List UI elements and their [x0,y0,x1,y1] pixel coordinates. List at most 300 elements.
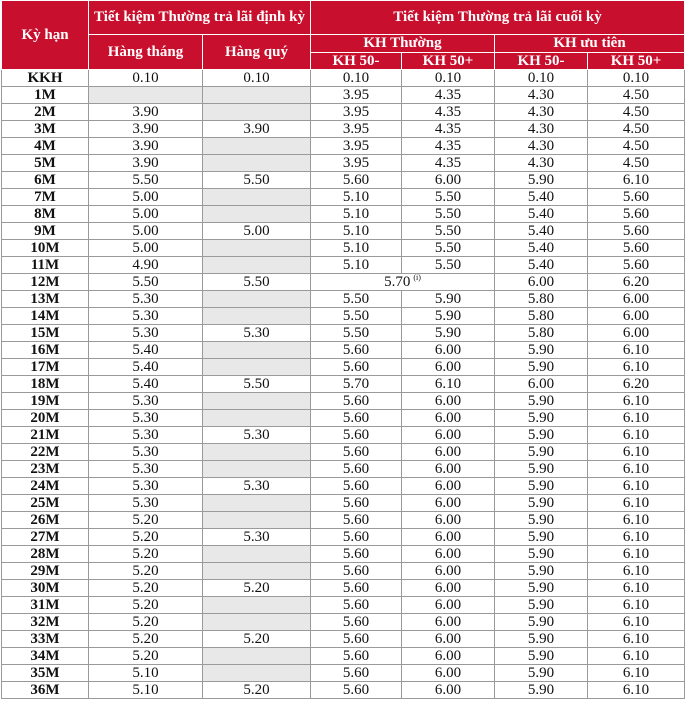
rate-cell-quarterly: 5.20 [203,682,311,699]
rate-cell-priority-under50: 5.90 [495,478,588,495]
rate-cell-priority-over50: 4.50 [588,121,685,138]
rate-cell-regular-over50: 6.00 [402,495,495,512]
table-row [2,325,685,342]
table-row [2,359,685,376]
rate-cell-regular-over50: 5.90 [402,325,495,342]
term-cell: 21M [2,427,89,444]
table-row [2,597,685,614]
rate-cell-regular-under50: 3.95 [311,138,402,155]
rate-cell-quarterly: 5.00 [203,223,311,240]
rate-cell-priority-under50: 5.90 [495,665,588,682]
rate-cell-regular-over50: 6.00 [402,563,495,580]
rate-cell-priority-under50: 5.90 [495,427,588,444]
rate-cell-regular-under50: 5.60 [311,563,402,580]
rate-cell-priority-under50: 0.10 [495,70,588,87]
rate-cell-priority-under50: 5.90 [495,444,588,461]
term-cell: 28M [2,546,89,563]
rate-cell-quarterly [203,138,311,155]
rate-cell-regular-under50: 5.50 [311,308,402,325]
rate-cell-priority-under50: 5.90 [495,563,588,580]
rate-cell-quarterly [203,206,311,223]
rate-cell-priority-over50: 6.00 [588,308,685,325]
rate-cell-quarterly [203,563,311,580]
rate-cell-regular-under50: 5.60 [311,427,402,444]
rate-cell-monthly: 5.30 [89,308,203,325]
rate-cell-quarterly [203,189,311,206]
rate-cell-quarterly: 0.10 [203,70,311,87]
rate-cell-priority-under50: 6.00 [495,376,588,393]
rate-cell-quarterly [203,546,311,563]
rate-cell-priority-over50: 6.10 [588,495,685,512]
rate-cell-priority-over50: 6.10 [588,546,685,563]
rate-cell-regular-under50: 3.95 [311,87,402,104]
header-regular-customer: KH Thường [311,35,495,53]
table-row [2,631,685,648]
rate-cell-priority-over50: 6.10 [588,529,685,546]
rate-cell-priority-under50: 6.00 [495,274,588,291]
rate-cell-quarterly [203,512,311,529]
rate-cell-quarterly [203,104,311,121]
rate-cell-priority-over50: 5.60 [588,189,685,206]
rate-cell-monthly: 5.30 [89,495,203,512]
header-priority-customer: KH ưu tiên [495,35,685,53]
table-row [2,478,685,495]
rate-cell-priority-under50: 5.80 [495,308,588,325]
rate-cell-regular-over50: 6.00 [402,614,495,631]
rate-cell-priority-under50: 5.90 [495,495,588,512]
rate-cell-priority-over50: 4.50 [588,155,685,172]
rate-cell-priority-over50: 6.10 [588,665,685,682]
rate-cell-regular-over50: 4.35 [402,138,495,155]
table-row [2,155,685,172]
rate-cell-regular-over50: 6.00 [402,427,495,444]
rate-cell-quarterly: 5.20 [203,631,311,648]
rate-cell-priority-under50: 5.80 [495,291,588,308]
table-row [2,172,685,189]
rate-cell-quarterly: 5.50 [203,172,311,189]
table-row [2,376,685,393]
rate-cell-regular-over50: 6.00 [402,648,495,665]
rate-cell-priority-under50: 5.90 [495,597,588,614]
rate-cell-regular-under50: 5.60 [311,444,402,461]
term-cell: 12M [2,274,89,291]
rate-cell-priority-under50: 5.90 [495,614,588,631]
rate-cell-priority-over50: 6.10 [588,597,685,614]
term-cell: 1M [2,87,89,104]
rate-cell-regular-under50: 5.10 [311,257,402,274]
term-cell: 8M [2,206,89,223]
rate-cell-regular-over50: 6.00 [402,461,495,478]
rate-cell-monthly: 5.20 [89,580,203,597]
rate-cell-regular-under50: 5.60 [311,648,402,665]
rate-cell-regular-under50: 5.60 [311,478,402,495]
rate-cell-regular-over50: 6.00 [402,410,495,427]
term-cell: 29M [2,563,89,580]
rate-cell-monthly: 5.20 [89,597,203,614]
term-cell: 14M [2,308,89,325]
rate-cell-priority-over50: 6.00 [588,291,685,308]
rate-cell-regular-under50: 5.60 [311,410,402,427]
rate-cell-quarterly [203,393,311,410]
rate-cell-quarterly [203,665,311,682]
rate-cell-regular-under50: 5.60 [311,597,402,614]
rate-cell-priority-under50: 5.40 [495,257,588,274]
rate-cell-regular-under50: 3.95 [311,121,402,138]
rate-cell-monthly: 5.30 [89,444,203,461]
rate-cell-priority-under50: 5.90 [495,631,588,648]
rate-cell-quarterly [203,461,311,478]
rate-cell-regular-over50: 4.35 [402,121,495,138]
rate-cell-regular-under50: 5.60 [311,393,402,410]
rate-cell-priority-over50: 6.10 [588,648,685,665]
rate-cell-quarterly [203,87,311,104]
rate-cell-monthly: 5.20 [89,631,203,648]
term-cell: 24M [2,478,89,495]
rate-cell-priority-over50: 4.50 [588,104,685,121]
table-row [2,274,685,291]
rate-cell-monthly: 5.00 [89,189,203,206]
rate-cell-monthly: 5.00 [89,206,203,223]
rate-cell-priority-under50: 5.90 [495,529,588,546]
table-row [2,291,685,308]
rate-cell-priority-over50: 6.10 [588,393,685,410]
table-row [2,70,685,87]
rate-cell-regular-over50: 6.00 [402,172,495,189]
rate-cell-regular-over50: 6.00 [402,342,495,359]
rate-cell-monthly: 5.30 [89,393,203,410]
table-row [2,580,685,597]
term-cell: 20M [2,410,89,427]
rate-cell-priority-over50: 6.10 [588,682,685,699]
header-regular-under50: KH 50- [311,53,402,70]
rate-cell-regular-over50: 6.00 [402,478,495,495]
rate-cell-priority-under50: 5.90 [495,172,588,189]
rate-cell-priority-under50: 4.30 [495,155,588,172]
rate-cell-priority-under50: 5.40 [495,223,588,240]
rate-cell-quarterly [203,410,311,427]
rate-cell-quarterly [203,342,311,359]
rate-cell-regular-over50: 5.50 [402,240,495,257]
rate-cell-priority-over50: 6.10 [588,342,685,359]
rate-cell-regular-under50: 5.60 [311,682,402,699]
rate-cell-regular-under50: 3.95 [311,104,402,121]
rate-cell-monthly: 5.30 [89,461,203,478]
table-row [2,87,685,104]
term-cell: KKH [2,70,89,87]
rate-cell-regular-over50: 6.00 [402,444,495,461]
term-cell: 10M [2,240,89,257]
rate-cell-monthly: 0.10 [89,70,203,87]
rate-cell-priority-over50: 6.10 [588,359,685,376]
rate-cell-priority-under50: 5.40 [495,206,588,223]
rate-cell-quarterly [203,308,311,325]
rate-cell-quarterly [203,359,311,376]
rate-cell-monthly: 5.40 [89,376,203,393]
rate-cell-regular-under50: 5.60 [311,665,402,682]
table-row [2,206,685,223]
table-row [2,223,685,240]
table-row [2,682,685,699]
table-row [2,257,685,274]
term-cell: 4M [2,138,89,155]
term-cell: 35M [2,665,89,682]
rate-cell-regular-over50: 5.50 [402,257,495,274]
rate-cell-monthly: 5.20 [89,529,203,546]
term-cell: 34M [2,648,89,665]
rate-cell-regular-over50: 6.00 [402,631,495,648]
table-row [2,342,685,359]
rate-cell-regular-under50: 5.10 [311,240,402,257]
rate-cell-quarterly [203,597,311,614]
table-row [2,512,685,529]
rate-cell-regular-over50: 5.90 [402,291,495,308]
term-cell: 23M [2,461,89,478]
rate-cell-priority-over50: 6.10 [588,580,685,597]
rate-cell-monthly: 5.20 [89,614,203,631]
rate-cell-priority-over50: 6.10 [588,563,685,580]
table-row [2,240,685,257]
rate-cell-regular-over50: 6.00 [402,546,495,563]
rate-cell-monthly: 3.90 [89,104,203,121]
table-row [2,104,685,121]
rate-cell-priority-under50: 5.90 [495,342,588,359]
rate-cell-regular-over50: 5.50 [402,223,495,240]
rate-cell-monthly: 5.30 [89,478,203,495]
term-cell: 26M [2,512,89,529]
rate-cell-regular-under50: 5.60 [311,172,402,189]
table-row [2,529,685,546]
rate-cell-regular-over50: 4.35 [402,87,495,104]
rate-cell-regular-under50: 5.50 [311,325,402,342]
rate-cell-monthly: 5.10 [89,682,203,699]
rate-cell-priority-over50: 6.10 [588,427,685,444]
term-cell: 31M [2,597,89,614]
rate-cell-monthly: 3.90 [89,138,203,155]
rate-cell-regular-over50: 5.50 [402,189,495,206]
rate-cell-priority-under50: 5.90 [495,359,588,376]
rate-cell-quarterly [203,495,311,512]
rate-cell-quarterly: 5.30 [203,478,311,495]
rate-cell-regular-under50: 5.60 [311,580,402,597]
rate-cell-regular-under50: 3.95 [311,155,402,172]
rate-cell-regular-under50: 5.60 [311,529,402,546]
table-row [2,444,685,461]
rate-cell-regular-over50: 5.50 [402,206,495,223]
table-row [2,614,685,631]
rate-cell-regular-over50: 6.10 [402,376,495,393]
rate-cell-regular-over50: 6.00 [402,580,495,597]
term-cell: 18M [2,376,89,393]
rate-cell-monthly: 5.00 [89,223,203,240]
term-cell: 13M [2,291,89,308]
term-cell: 3M [2,121,89,138]
rate-cell-monthly: 5.30 [89,410,203,427]
table-row [2,546,685,563]
rate-cell-regular-over50: 6.00 [402,359,495,376]
rate-cell-regular-under50: 5.70 [311,376,402,393]
table-row [2,563,685,580]
rate-cell-monthly: 5.40 [89,359,203,376]
term-cell: 17M [2,359,89,376]
rate-cell-priority-under50: 5.40 [495,189,588,206]
rate-cell-monthly: 5.20 [89,563,203,580]
rate-cell-monthly: 5.10 [89,665,203,682]
rate-cell-priority-over50: 4.50 [588,138,685,155]
rate-cell-monthly: 5.20 [89,648,203,665]
rate-cell-regular-under50: 5.60 [311,461,402,478]
rate-cell-priority-over50: 6.10 [588,631,685,648]
term-cell: 16M [2,342,89,359]
rate-cell-priority-over50: 0.10 [588,70,685,87]
term-cell: 2M [2,104,89,121]
term-cell: 15M [2,325,89,342]
rate-cell-priority-over50: 5.60 [588,206,685,223]
rate-cell-priority-over50: 6.10 [588,461,685,478]
rate-cell-monthly: 5.00 [89,240,203,257]
rate-cell-regular-under50: 5.10 [311,189,402,206]
header-regular-over50: KH 50+ [402,53,495,70]
table-row [2,308,685,325]
merged-rate-value: 5.70 [384,274,411,290]
rate-cell-priority-over50: 6.10 [588,410,685,427]
rate-cell-priority-over50: 6.10 [588,512,685,529]
table-row [2,410,685,427]
rate-cell-regular-under50: 0.10 [311,70,402,87]
table-row [2,189,685,206]
rate-cell-monthly: 5.30 [89,427,203,444]
term-cell: 9M [2,223,89,240]
rate-cell-regular-under50: 5.60 [311,614,402,631]
rate-cell-quarterly: 5.50 [203,376,311,393]
header-priority-over50: KH 50+ [588,53,685,70]
term-cell: 5M [2,155,89,172]
rate-cell-priority-over50: 6.10 [588,478,685,495]
header-quarterly: Hàng quý [203,35,311,70]
term-cell: 33M [2,631,89,648]
term-cell: 19M [2,393,89,410]
rate-cell-regular-under50: 5.60 [311,495,402,512]
rate-cell-regular-over50: 6.00 [402,529,495,546]
rate-cell-regular-under50: 5.60 [311,631,402,648]
rate-cell-monthly: 5.20 [89,546,203,563]
rate-cell-regular-over50: 0.10 [402,70,495,87]
rate-cell-priority-over50: 5.60 [588,240,685,257]
rate-cell-priority-over50: 5.60 [588,223,685,240]
rate-cell-regular-over50: 5.90 [402,308,495,325]
header-end-of-term-interest: Tiết kiệm Thường trả lãi cuối kỳ [311,1,685,35]
rate-cell-priority-under50: 5.90 [495,393,588,410]
rate-cell-priority-under50: 4.30 [495,138,588,155]
header-term: Kỳ hạn [2,1,89,70]
rate-cell-priority-over50: 5.60 [588,257,685,274]
interest-rate-table [1,0,685,699]
rate-cell-priority-over50: 6.10 [588,614,685,631]
rate-cell-priority-under50: 5.40 [495,240,588,257]
rate-cell-regular-over50: 4.35 [402,104,495,121]
rate-cell-monthly: 5.30 [89,291,203,308]
header-monthly: Hàng tháng [89,35,203,70]
rate-cell-priority-over50: 6.10 [588,172,685,189]
rate-cell-quarterly: 5.20 [203,580,311,597]
rate-cell-regular-under50: 5.50 [311,291,402,308]
rate-cell-priority-under50: 4.30 [495,104,588,121]
term-cell: 36M [2,682,89,699]
rate-cell-monthly: 5.50 [89,172,203,189]
table-row [2,665,685,682]
rate-cell-priority-under50: 5.90 [495,512,588,529]
term-cell: 30M [2,580,89,597]
rate-cell-quarterly [203,155,311,172]
rate-cell-quarterly [203,648,311,665]
rate-cell-quarterly: 5.30 [203,427,311,444]
term-cell: 27M [2,529,89,546]
rate-cell-priority-over50: 6.20 [588,376,685,393]
rate-cell-priority-over50: 6.10 [588,444,685,461]
rate-cell-quarterly [203,240,311,257]
rate-table-body [2,70,685,699]
rate-cell-monthly: 5.20 [89,512,203,529]
rate-cell-quarterly: 5.50 [203,274,311,291]
rate-cell-quarterly: 3.90 [203,121,311,138]
rate-cell-regular-over50: 6.00 [402,393,495,410]
rate-cell-monthly: 5.40 [89,342,203,359]
rate-cell-regular-under50: 5.60 [311,359,402,376]
rate-cell-quarterly [203,257,311,274]
table-row [2,495,685,512]
table-row [2,427,685,444]
rate-cell-monthly: 5.30 [89,325,203,342]
rate-cell-priority-over50: 6.20 [588,274,685,291]
table-row [2,393,685,410]
rate-cell-priority-over50: 4.50 [588,87,685,104]
rate-cell-monthly: 3.90 [89,155,203,172]
rate-cell-priority-under50: 4.30 [495,121,588,138]
rate-cell-regular-under50: 5.10 [311,206,402,223]
rate-cell-priority-over50: 6.00 [588,325,685,342]
rate-cell-quarterly: 5.30 [203,529,311,546]
rate-cell-priority-under50: 5.90 [495,580,588,597]
footnote-mark: (i) [413,273,421,282]
header-periodic-interest: Tiết kiệm Thường trả lãi định kỳ [89,1,311,35]
term-cell: 32M [2,614,89,631]
rate-cell-regular-over50: 6.00 [402,682,495,699]
rate-cell-regular-under50: 5.10 [311,223,402,240]
rate-cell-priority-under50: 4.30 [495,87,588,104]
rate-cell-regular-under50: 5.60 [311,546,402,563]
rate-cell-priority-under50: 5.90 [495,648,588,665]
rate-cell-regular-under50: 5.60 [311,512,402,529]
rate-cell-monthly [89,87,203,104]
rate-cell-priority-under50: 5.90 [495,461,588,478]
rate-cell-monthly: 5.50 [89,274,203,291]
table-row [2,648,685,665]
rate-cell-quarterly [203,291,311,308]
rate-cell-priority-under50: 5.90 [495,546,588,563]
rate-cell-regular-over50: 6.00 [402,512,495,529]
table-row [2,121,685,138]
rate-cell-regular-over50: 6.00 [402,665,495,682]
rate-cell-monthly: 3.90 [89,121,203,138]
rate-cell-regular-over50: 4.35 [402,155,495,172]
rate-cell-monthly: 4.90 [89,257,203,274]
rate-cell-quarterly [203,614,311,631]
table-row [2,461,685,478]
rate-cell-regular-over50: 6.00 [402,597,495,614]
rate-cell-regular-under50 [311,274,495,291]
term-cell: 25M [2,495,89,512]
term-cell: 6M [2,172,89,189]
term-cell: 7M [2,189,89,206]
